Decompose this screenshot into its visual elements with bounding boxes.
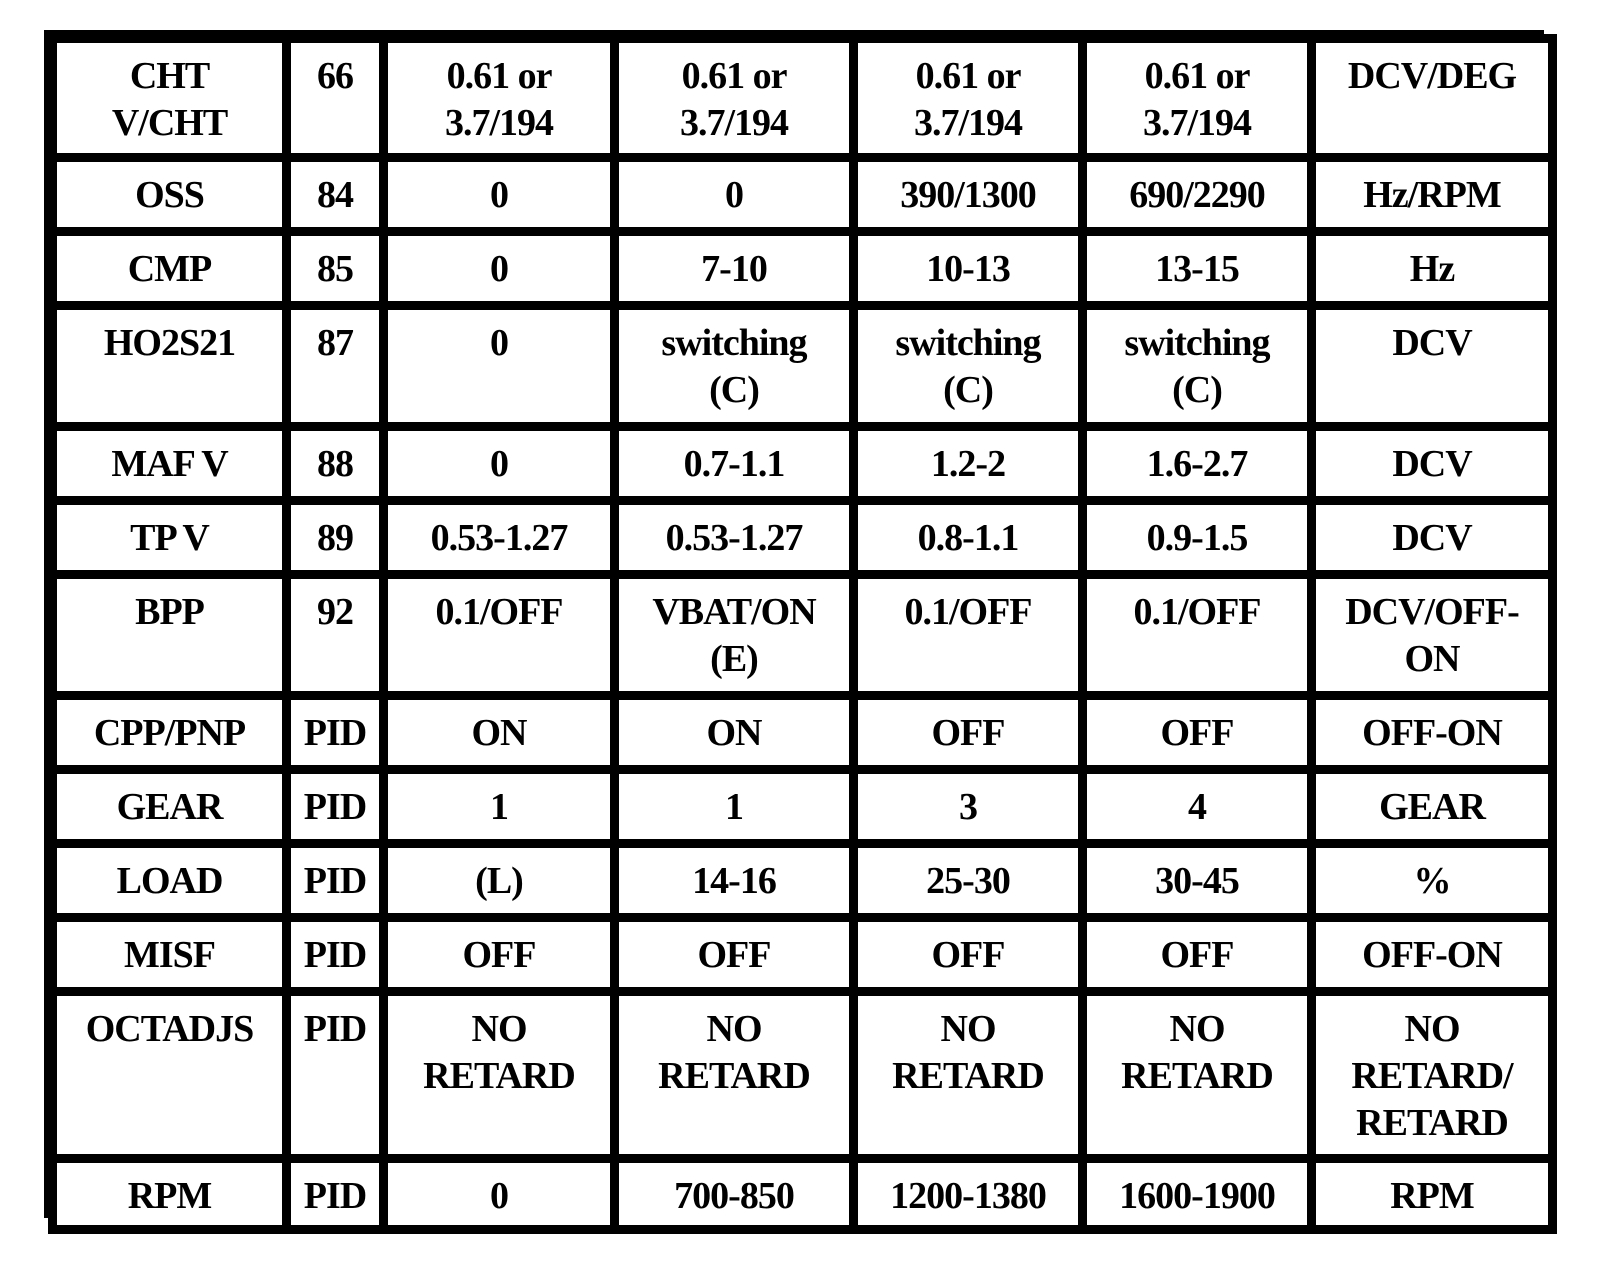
table-cell-unit: OFF-ON: [1316, 700, 1548, 765]
table-cell-pin: PID: [291, 700, 379, 765]
table-cell: 0: [388, 431, 610, 496]
table-cell: NO RETARD: [619, 996, 849, 1154]
table-row: [57, 43, 1548, 153]
table-cell-pin: 84: [291, 162, 379, 227]
diagnostic-table-frame: [44, 30, 1544, 1218]
table-cell-pin: 87: [291, 310, 379, 422]
table-cell: 0.8-1.1: [858, 505, 1078, 570]
table-row: [57, 236, 1548, 301]
table-cell-label: CPP/PNP: [57, 700, 282, 765]
table-cell: 0.61 or 3.7/194: [388, 43, 610, 153]
table-cell: 0.9-1.5: [1087, 505, 1307, 570]
table-cell: 0: [388, 1163, 610, 1225]
table-cell: 0: [388, 310, 610, 422]
table-cell: 1: [619, 774, 849, 839]
table-cell-unit: DCV/DEG: [1316, 43, 1548, 153]
table-cell: 1600-1900: [1087, 1163, 1307, 1225]
table-cell: 7-10: [619, 236, 849, 301]
table-cell: 0.61 or 3.7/194: [619, 43, 849, 153]
table-cell: 25-30: [858, 848, 1078, 913]
table-cell-pin: PID: [291, 848, 379, 913]
table-row: [57, 162, 1548, 227]
table-cell: 1.2-2: [858, 431, 1078, 496]
table-cell: OFF: [858, 700, 1078, 765]
table-cell: 0.53-1.27: [388, 505, 610, 570]
table-cell: 14-16: [619, 848, 849, 913]
table-cell-unit: RPM: [1316, 1163, 1548, 1225]
table-cell: 30-45: [1087, 848, 1307, 913]
table-cell: 0.61 or 3.7/194: [858, 43, 1078, 153]
table-cell: 0.7-1.1: [619, 431, 849, 496]
table-cell-label: OCTADJS: [57, 996, 282, 1154]
table-cell-label: OSS: [57, 162, 282, 227]
table-cell-unit: Hz/RPM: [1316, 162, 1548, 227]
table-cell: 13-15: [1087, 236, 1307, 301]
table-cell: 1: [388, 774, 610, 839]
table-cell: switching (C): [619, 310, 849, 422]
table-cell: VBAT/ON (E): [619, 579, 849, 691]
table-cell: 700-850: [619, 1163, 849, 1225]
table-cell-label: LOAD: [57, 848, 282, 913]
table-cell-label: GEAR: [57, 774, 282, 839]
table-row: [57, 505, 1548, 570]
table-cell-label: BPP: [57, 579, 282, 691]
table-row: [57, 774, 1548, 839]
table-row: [57, 1163, 1548, 1225]
table-cell: 0.53-1.27: [619, 505, 849, 570]
table-cell: OFF: [1087, 700, 1307, 765]
table-cell-pin: 66: [291, 43, 379, 153]
table-cell: OFF: [388, 922, 610, 987]
table-row: [57, 310, 1548, 422]
table-cell: switching (C): [858, 310, 1078, 422]
table-cell: 3: [858, 774, 1078, 839]
table-cell: switching (C): [1087, 310, 1307, 422]
table-cell: 1.6-2.7: [1087, 431, 1307, 496]
table-cell-unit: DCV: [1316, 310, 1548, 422]
table-body: [57, 43, 1548, 1225]
table-cell: 390/1300: [858, 162, 1078, 227]
table-cell-pin: PID: [291, 774, 379, 839]
table-cell: 0.61 or 3.7/194: [1087, 43, 1307, 153]
table-cell: NO RETARD: [388, 996, 610, 1154]
table-row: [57, 848, 1548, 913]
table-cell-pin: 89: [291, 505, 379, 570]
table-cell-pin: PID: [291, 996, 379, 1154]
table-cell-unit: %: [1316, 848, 1548, 913]
table-cell: 4: [1087, 774, 1307, 839]
table-cell-label: TP V: [57, 505, 282, 570]
table-cell-unit: GEAR: [1316, 774, 1548, 839]
table-cell: (L): [388, 848, 610, 913]
table-cell: 0.1/OFF: [1087, 579, 1307, 691]
table-cell: ON: [619, 700, 849, 765]
table-cell-unit: NO RETARD/ RETARD: [1316, 996, 1548, 1154]
table-row: [57, 431, 1548, 496]
table-cell-pin: PID: [291, 1163, 379, 1225]
table-row: [57, 579, 1548, 691]
table-row: [57, 996, 1548, 1154]
table-cell: 0: [619, 162, 849, 227]
table-cell-label: CMP: [57, 236, 282, 301]
table-cell-label: MAF V: [57, 431, 282, 496]
table-cell-unit: DCV: [1316, 505, 1548, 570]
table-cell: 690/2290: [1087, 162, 1307, 227]
table-cell-unit: Hz: [1316, 236, 1548, 301]
table-cell: 10-13: [858, 236, 1078, 301]
table-row: [57, 700, 1548, 765]
table-cell-pin: PID: [291, 922, 379, 987]
table-cell-label: HO2S21: [57, 310, 282, 422]
table-cell-label: RPM: [57, 1163, 282, 1225]
table-cell-label: MISF: [57, 922, 282, 987]
table-cell: 1200-1380: [858, 1163, 1078, 1225]
table-cell-unit: DCV: [1316, 431, 1548, 496]
table-cell-unit: OFF-ON: [1316, 922, 1548, 987]
table-cell-label: CHT V/CHT: [57, 43, 282, 153]
table-cell: 0: [388, 236, 610, 301]
table-cell: 0.1/OFF: [858, 579, 1078, 691]
table-cell: NO RETARD: [1087, 996, 1307, 1154]
table-cell-unit: DCV/OFF- ON: [1316, 579, 1548, 691]
table-row: [57, 922, 1548, 987]
table-cell: 0: [388, 162, 610, 227]
table-cell: OFF: [858, 922, 1078, 987]
table-cell-pin: 88: [291, 431, 379, 496]
table-cell: NO RETARD: [858, 996, 1078, 1154]
table-cell: ON: [388, 700, 610, 765]
diagnostic-values-table: [48, 34, 1557, 1234]
table-cell: 0.1/OFF: [388, 579, 610, 691]
table-cell-pin: 85: [291, 236, 379, 301]
table-cell-pin: 92: [291, 579, 379, 691]
table-cell: OFF: [619, 922, 849, 987]
table-cell: OFF: [1087, 922, 1307, 987]
